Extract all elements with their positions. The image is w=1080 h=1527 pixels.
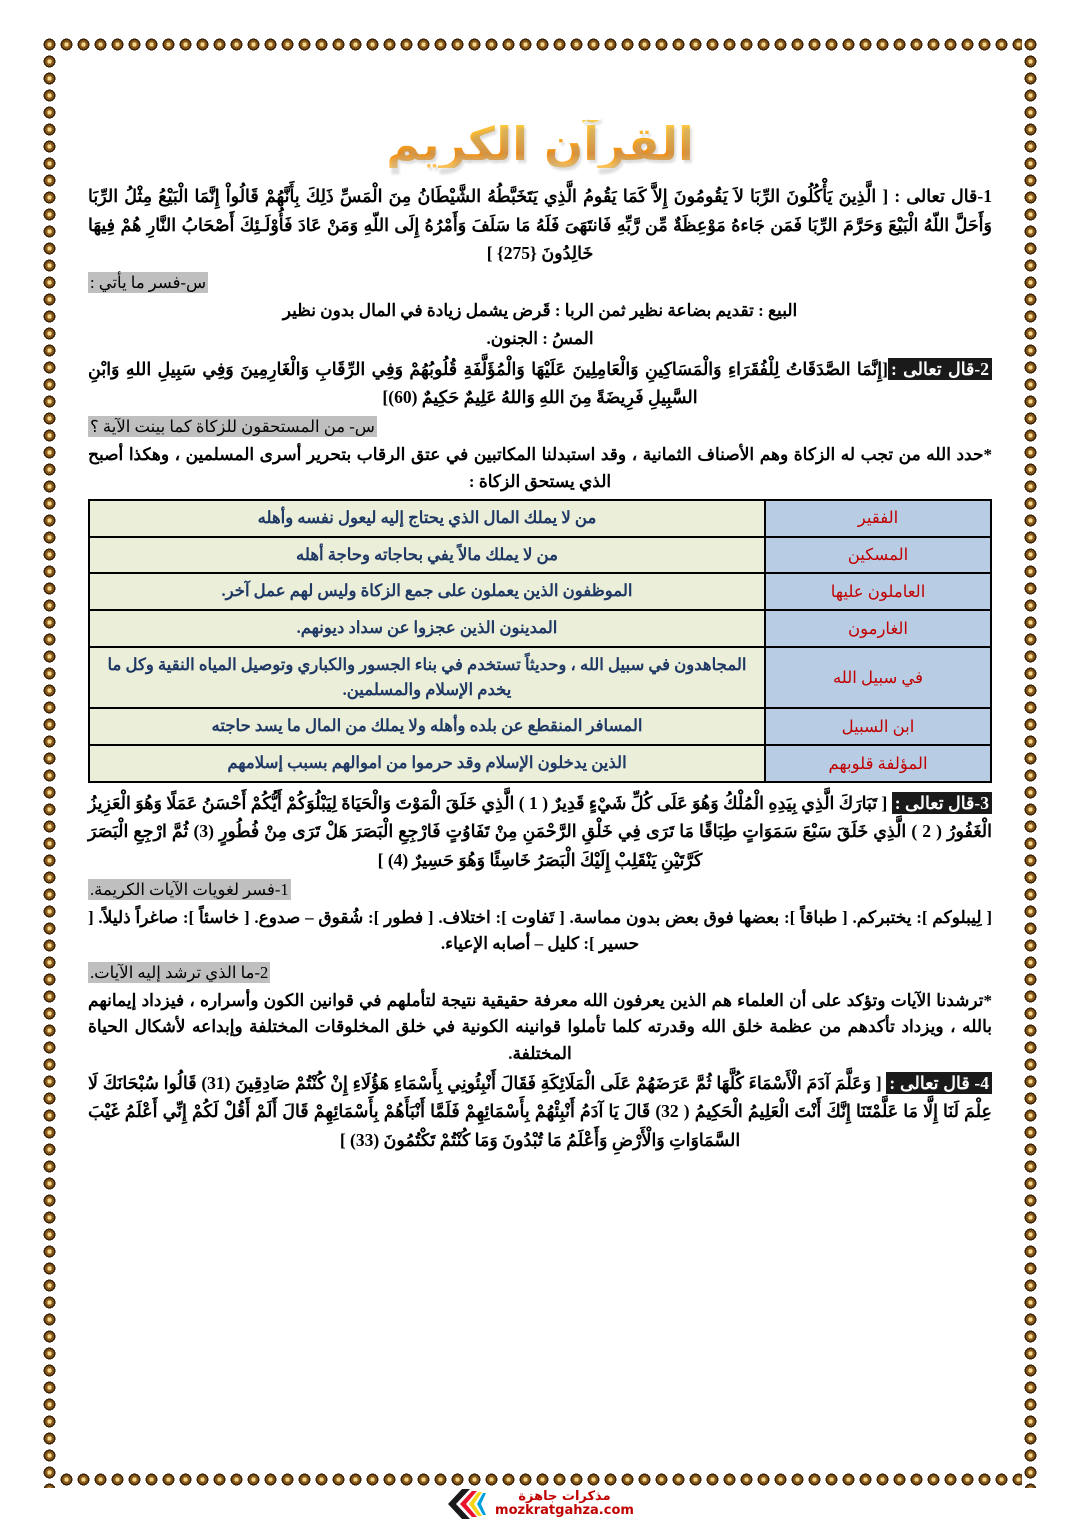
zakat-category-cell: الغارمون xyxy=(765,610,991,647)
zakat-definition-cell: الموظفون الذين يعملون على جمع الزكاة وليس لهم عمل آخر. xyxy=(89,573,765,610)
zakat-category-cell: الفقير xyxy=(765,500,991,537)
answer-line-2a: *حدد الله من تجب له الزكاة وهم الأصناف الثمانية ، وقد استبدلنا المكاتبين في عتق الرقاب بتحرير أسرى المسلمين ، وهكذا أصبح الذي يستحق الزكاة : xyxy=(88,445,992,491)
zakat-definition-cell: المسافر المنقطع عن بلده وأهله ولا يملك من المال ما يسد حاجته xyxy=(89,708,765,745)
table-row xyxy=(89,708,991,745)
question-heading-1 xyxy=(88,271,992,296)
zakat-definition-cell: المجاهدون في سبيل الله ، وحديثاً تستخدم في بناء الجسور والكباري وتوصيل المياه النقية وكل ما يخدم الإسلام والمسلمين. xyxy=(89,647,765,709)
border-ornament-left xyxy=(41,36,58,1488)
verse-text-1: [ الَّذِينَ يَأْكُلُونَ الرِّبَا لاَ يَقُومُونَ إِلاَّ كَمَا يَقُومُ الَّذِي يَتَخَبَّطُهُ الشَّيْطَانُ مِنَ الْمَسِّ ذَلِكَ بِأَنَّهُمْ قَالُواْ إِنَّمَا الْبَيْعُ مِثْلُ الرِّبَا وَأَحَلَّ اللّهُ الْبَيْعَ وَحَرَّمَ الرِّبَا فَمَن جَاءهُ مَوْعِظَةٌ مِّن رَّبِّهِ فَانتَهَىَ فَلَهُ مَا سَلَفَ وَأَمْرُهُ إِلَى اللّهِ وَمَنْ عَادَ فَأُوْلَـئِكَ أَصْحَابُ النَّارِ هُمْ فِيهَا خَالِدُونَ {275} ] xyxy=(88,186,992,263)
verse-block-4 xyxy=(88,1069,992,1154)
answer-line-1a: البيع : تقديم بضاعة نظير ثمن الربا : قَرض يشمل زيادة في المال بدون نظير xyxy=(282,301,798,321)
border-ornament-bottom xyxy=(41,1471,1039,1488)
question-label-3a: 1-فسر لغويات الآيات الكريمة. xyxy=(90,879,289,899)
zakat-category-cell: المؤلفة قلوبهم xyxy=(765,745,991,782)
verse-text-2: [إِنَّمَا الصَّدَقَاتُ لِلْفُقَرَاءِ وَالْمَسَاكِينِ وَالْعَامِلِينَ عَلَيْهَا وَالْمُؤَلَّفَةِ قُلُوبُهُمْ وَفِي الرِّقَابِ وَالْغَارِمِينَ وَفِي سَبِيلِ اللهِ وَابْنِ السَّبِيلِ فَرِيضَةً مِنَ اللهِ وَاللهُ عَلِيمٌ حَكِيمٌ (60)] xyxy=(88,358,888,408)
zakat-category-cell: المسكين xyxy=(765,537,991,574)
answer-line-3b: *ترشدنا الآيات وتؤكد على أن العلماء هم الذين يعرفون الله معرفة حقيقية نتيجة لتأملهم في قوانين الكون وأسراره ، فيزداد إيمانهم بالله ، ويزداد تأكدهم من عظمة خلق الله وقدرته كلما تأملوا قوانينه الكونية في خلق المخلوقات المختلفة وإبداعه لأشكال الحياة المختلفة. xyxy=(88,991,992,1063)
zakat-definition-cell: المدينون الذين عجزوا عن سداد ديونهم. xyxy=(89,610,765,647)
question-label-2: س- من المستحقون للزكاة كما بينت الآية ؟ xyxy=(90,417,375,437)
table-row xyxy=(89,500,991,537)
verse-label-1: 1-قال تعالى : xyxy=(894,186,992,207)
verse-text-3: [ تَبَارَكَ الَّذِي بِيَدِهِ الْمُلْكُ وَهُوَ عَلَى كُلِّ شَيْءٍ قَدِيرٌ ( 1 ) الَّذِي خَلَقَ الْمَوْتَ وَالْحَيَاةَ لِيَبْلُوَكُمْ أَيُّكُمْ أَحْسَنُ عَمَلًا وَهُوَ الْعَزِيزُ الْغَفُورُ ( 2 ) الَّذِي خَلَقَ سَبْعَ سَمَوَاتٍ طِبَاقًا مَا تَرَى فِي خَلْقِ الرَّحْمَنِ مِنْ تَفَاوُتٍ فَارْجِعِ الْبَصَرَ هَلْ تَرَى مِنْ فُطُورٍ (3) ثُمَّ ارْجِعِ الْبَصَرَ كَرَّتَيْنِ يَنْقَلِبْ إِلَيْكَ الْبَصَرُ خَاسِئًا وَهُوَ حَسِيرٌ (4) ] xyxy=(88,792,992,870)
zakat-definition-cell: من لا يملك مالاً يفي بحاجاته وحاجة أهله xyxy=(89,537,765,574)
zakat-definition-cell: الذين يدخلون الإسلام وقد حرموا من اموالهم بسبب إسلامهم xyxy=(89,745,765,782)
verse-label-2: 2-قال تعالى : xyxy=(888,358,992,380)
verse-label-4: 4- قال تعالى : xyxy=(886,1072,992,1094)
question-heading-3b xyxy=(88,961,992,986)
zakat-category-cell: في سبيل الله xyxy=(765,647,991,709)
zakat-category-cell: العاملون عليها xyxy=(765,573,991,610)
answer-line-1b: المسُ : الجنون. xyxy=(486,329,594,349)
table-row xyxy=(89,537,991,574)
verse-text-4: [ وَعَلَّمَ آدَمَ الْأَسْمَاءَ كُلَّهَا ثُمَّ عَرَضَهُمْ عَلَى الْمَلَائِكَةِ فَقَالَ أَنْبِئُونِي بِأَسْمَاءِ هَؤُلَاءِ إِنْ كُنْتُمْ صَادِقِينَ (31) قَالُوا سُبْحَانَكَ لَا عِلْمَ لَنَا إِلَّا مَا عَلَّمْتَنَا إِنَّكَ أَنْتَ الْعَلِيمُ الْحَكِيمُ ( 32) قَالَ يَا آدَمُ أَنْبِئْهُمْ بِأَسْمَائِهِمْ فَلَمَّا أَنْبَأَهُمْ بِأَسْمَائِهِمْ قَالَ أَلَمْ أَقُلْ لَكُمْ إِنِّي أَعْلَمُ غَيْبَ السَّمَاوَاتِ وَالْأَرْضِ وَأَعْلَمُ مَا تُبْدُونَ وَمَا كُنْتُمْ تَكْتُمُونَ (33) ] xyxy=(88,1073,992,1150)
footer-brand xyxy=(0,1487,1080,1521)
zakat-category-cell: ابن السبيل xyxy=(765,708,991,745)
verse-block-3 xyxy=(88,789,992,874)
question-heading-3a xyxy=(88,878,992,903)
verse-label-3: 3-قال تعالى : xyxy=(892,792,992,814)
table-row xyxy=(89,647,991,709)
question-label-3b: 2-ما الذي ترشد إليه الآيات. xyxy=(90,963,269,983)
brand-text-block xyxy=(495,1490,634,1517)
brand-chevron-logo-icon xyxy=(446,1487,488,1521)
border-ornament-top xyxy=(41,36,1039,53)
brand-website-url: mozkratgahza.com xyxy=(495,1503,634,1518)
verse-block-1 xyxy=(88,182,992,267)
page-title: القرآن الكريم xyxy=(88,120,992,168)
question-label-1: س-فسر ما يأتي : xyxy=(90,273,207,293)
zakat-recipients-table xyxy=(88,499,992,783)
document-body xyxy=(88,117,992,1156)
table-row xyxy=(89,745,991,782)
table-row xyxy=(89,610,991,647)
brand-name-arabic: مذكرات جاهزة xyxy=(518,1489,611,1505)
zakat-table-body xyxy=(89,500,991,782)
verse-block-2 xyxy=(88,355,992,412)
answer-line-3a: [ لِيبلوكم ]: يختبركم. [ طباقاً ]: بعضها فوق بعض بدون مماسة. [ تَفاوت ]: اختلاف. [ فطور ]: شُقوق – صدوع. [ خاسئاً ]: صاغراً ذليلاً. [ حسير ]: كليل – أصابه الإعياء. xyxy=(88,907,992,954)
question-heading-2 xyxy=(88,415,992,440)
border-ornament-right xyxy=(1022,36,1039,1488)
table-row xyxy=(89,573,991,610)
zakat-definition-cell: من لا يملك المال الذي يحتاج إليه ليعول نفسه وأهله xyxy=(89,500,765,537)
